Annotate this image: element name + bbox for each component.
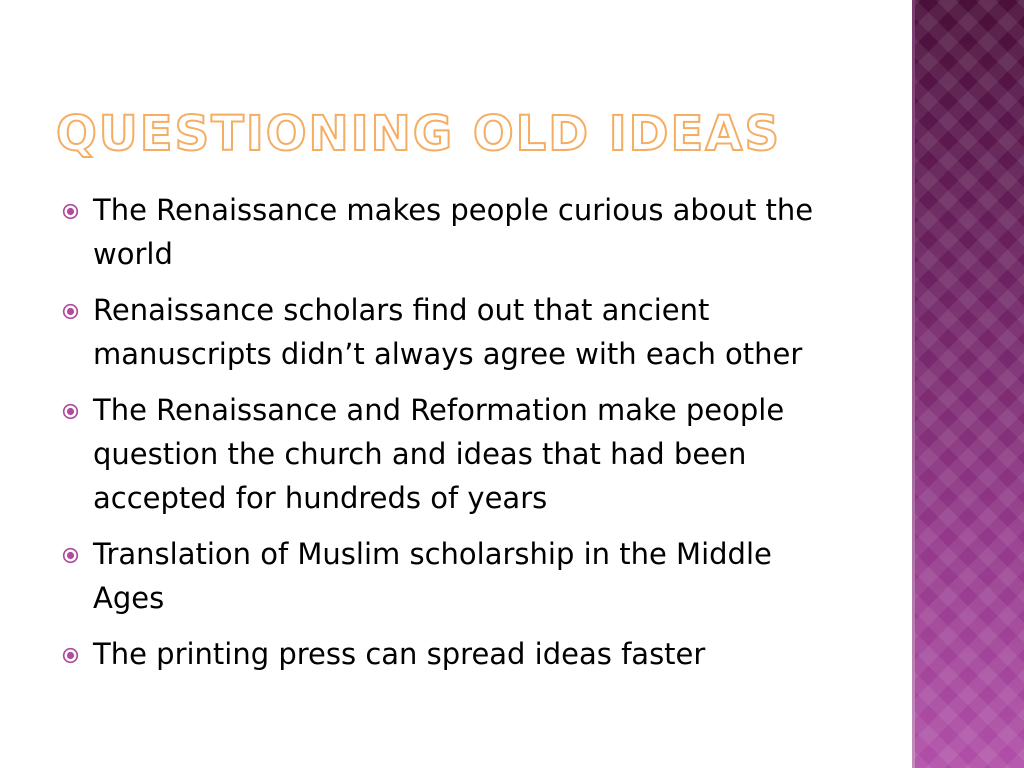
bullet-text: The printing press can spread ideas faster	[93, 637, 706, 671]
circled-dot-bullet-icon	[62, 547, 79, 564]
bullet-item	[62, 188, 842, 276]
bullet-text: Renaissance scholars find out that ancient manuscripts didn’t always agree with each other	[93, 293, 803, 371]
circled-dot-bullet-icon	[62, 403, 79, 420]
slide-title: QUESTIONING OLD IDEAS	[56, 106, 782, 162]
bullet-text: The Renaissance and Reformation make people question the church and ideas that had been accepted for hundreds of years	[93, 393, 785, 515]
decorative-side-band	[912, 0, 1024, 768]
bullet-list	[62, 188, 842, 688]
side-band-edge	[912, 0, 915, 768]
bullet-item	[62, 532, 842, 620]
bullet-text: The Renaissance makes people curious about the world	[93, 193, 814, 271]
bullet-item	[62, 632, 842, 676]
circled-dot-bullet-icon	[62, 647, 79, 664]
bullet-text: Translation of Muslim scholarship in the Middle Ages	[93, 537, 772, 615]
bullet-item	[62, 388, 842, 520]
bullet-item	[62, 288, 842, 376]
circled-dot-bullet-icon	[62, 203, 79, 220]
circled-dot-bullet-icon	[62, 303, 79, 320]
